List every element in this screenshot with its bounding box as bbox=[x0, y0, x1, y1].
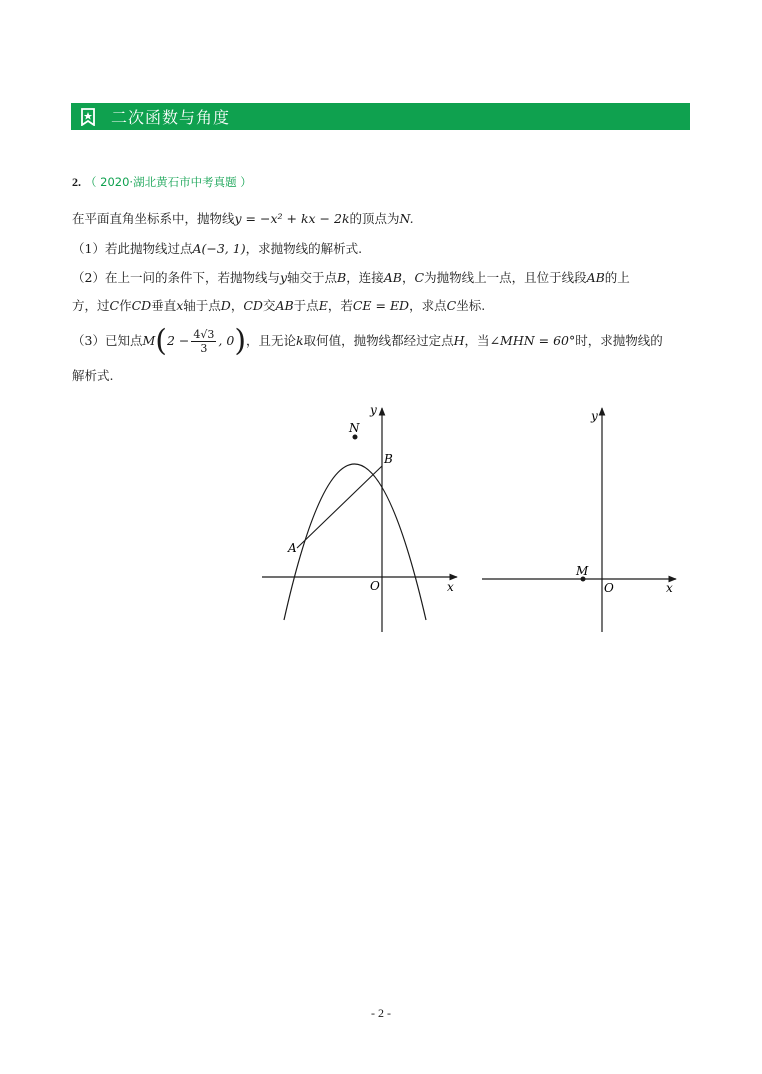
text: ，当 bbox=[464, 333, 490, 348]
fraction bbox=[191, 328, 216, 355]
point-m: M bbox=[142, 333, 156, 348]
text: 为抛物线上一点，且位于线段 bbox=[424, 270, 587, 285]
intro-text-2: 的顶点为 bbox=[349, 211, 400, 226]
x-axis-label: x bbox=[447, 580, 454, 594]
paren-close: ) bbox=[234, 323, 247, 359]
math: x bbox=[176, 298, 184, 313]
vertex-label: N. bbox=[399, 211, 414, 226]
section-banner bbox=[71, 103, 690, 130]
text: ，连接 bbox=[346, 270, 384, 285]
math: 2 − bbox=[166, 333, 190, 348]
point-b-label: B bbox=[384, 452, 393, 466]
math: C bbox=[414, 270, 425, 285]
part-3-line-2 bbox=[72, 368, 113, 384]
text: 轴于点 bbox=[183, 298, 221, 313]
text: 方，过 bbox=[72, 298, 110, 313]
math: y bbox=[279, 270, 288, 285]
text: 垂直 bbox=[151, 298, 177, 313]
text: 于点 bbox=[293, 298, 319, 313]
math: AB bbox=[586, 270, 605, 285]
text: 时，求抛物线的 bbox=[575, 333, 663, 348]
math: C bbox=[109, 298, 120, 313]
text: ，且无论 bbox=[246, 333, 297, 348]
origin-label: O bbox=[370, 579, 380, 593]
parabola-equation: y = −x² + kx − 2k bbox=[234, 211, 350, 226]
text: （2）在上一问的条件下，若抛物线与 bbox=[72, 270, 280, 285]
math: CD bbox=[243, 298, 263, 313]
question-number: 2. bbox=[72, 175, 81, 189]
math: H bbox=[453, 333, 465, 348]
math: C bbox=[446, 298, 457, 313]
point-a: A(−3, 1) bbox=[192, 241, 246, 256]
text: 的上 bbox=[604, 270, 630, 285]
math: AB bbox=[383, 270, 402, 285]
figure-1-parabola bbox=[250, 400, 465, 635]
point-m-label: M bbox=[576, 564, 589, 578]
segment-ab bbox=[297, 466, 382, 548]
y-axis-label: y bbox=[370, 403, 377, 417]
text: 轴交于点 bbox=[287, 270, 338, 285]
text: 取何值，抛物线都经过定点 bbox=[303, 333, 454, 348]
part-2-line-1 bbox=[72, 270, 630, 286]
intro-text: 在平面直角坐标系中，抛物线 bbox=[72, 211, 235, 226]
vertex-label: N bbox=[349, 421, 360, 435]
math: k bbox=[296, 333, 304, 348]
math: AB bbox=[275, 298, 294, 313]
part-1-text-2: ，求抛物线的解析式. bbox=[245, 241, 363, 256]
origin-label: O bbox=[604, 581, 614, 595]
parabola-curve bbox=[284, 464, 426, 620]
question-intro bbox=[72, 211, 414, 227]
text: （3）已知点 bbox=[72, 333, 143, 348]
bookmark-star-icon bbox=[75, 103, 101, 130]
fraction-numerator: 4√3 bbox=[193, 328, 215, 341]
fraction-denominator: 3 bbox=[200, 342, 208, 355]
text: ，若 bbox=[327, 298, 353, 313]
text: 坐标. bbox=[456, 298, 486, 313]
question-heading bbox=[72, 174, 252, 190]
part-1 bbox=[72, 241, 362, 257]
y-axis-label: y bbox=[591, 409, 598, 423]
text: ， bbox=[401, 270, 415, 285]
vertex-point bbox=[353, 435, 358, 440]
text: 解析式. bbox=[72, 368, 114, 383]
point-a-label: A bbox=[288, 541, 297, 555]
math: CD bbox=[131, 298, 152, 313]
x-axis-label: x bbox=[666, 581, 673, 595]
part-3-line-1 bbox=[72, 324, 663, 359]
paren-open: ( bbox=[155, 323, 167, 359]
text: ，求点 bbox=[409, 298, 447, 313]
math: , 0 bbox=[218, 333, 235, 348]
section-title: 二次函数与角度 bbox=[111, 108, 231, 127]
figure-2-axes bbox=[478, 400, 683, 635]
math: D bbox=[220, 298, 231, 313]
text: ， bbox=[230, 298, 244, 313]
math: E bbox=[318, 298, 328, 313]
part-1-text: （1）若此抛物线过点 bbox=[72, 241, 193, 256]
math: CE = ED bbox=[352, 298, 410, 313]
part-2-line-2 bbox=[72, 298, 485, 314]
question-source: （ 2020·湖北黄石市中考真题 ） bbox=[85, 175, 252, 189]
page-number: - 2 - bbox=[371, 1006, 391, 1020]
text: 作 bbox=[119, 298, 132, 313]
angle-condition: ∠MHN = 60° bbox=[489, 333, 576, 348]
math: B bbox=[337, 270, 347, 285]
text: 交 bbox=[262, 298, 276, 313]
